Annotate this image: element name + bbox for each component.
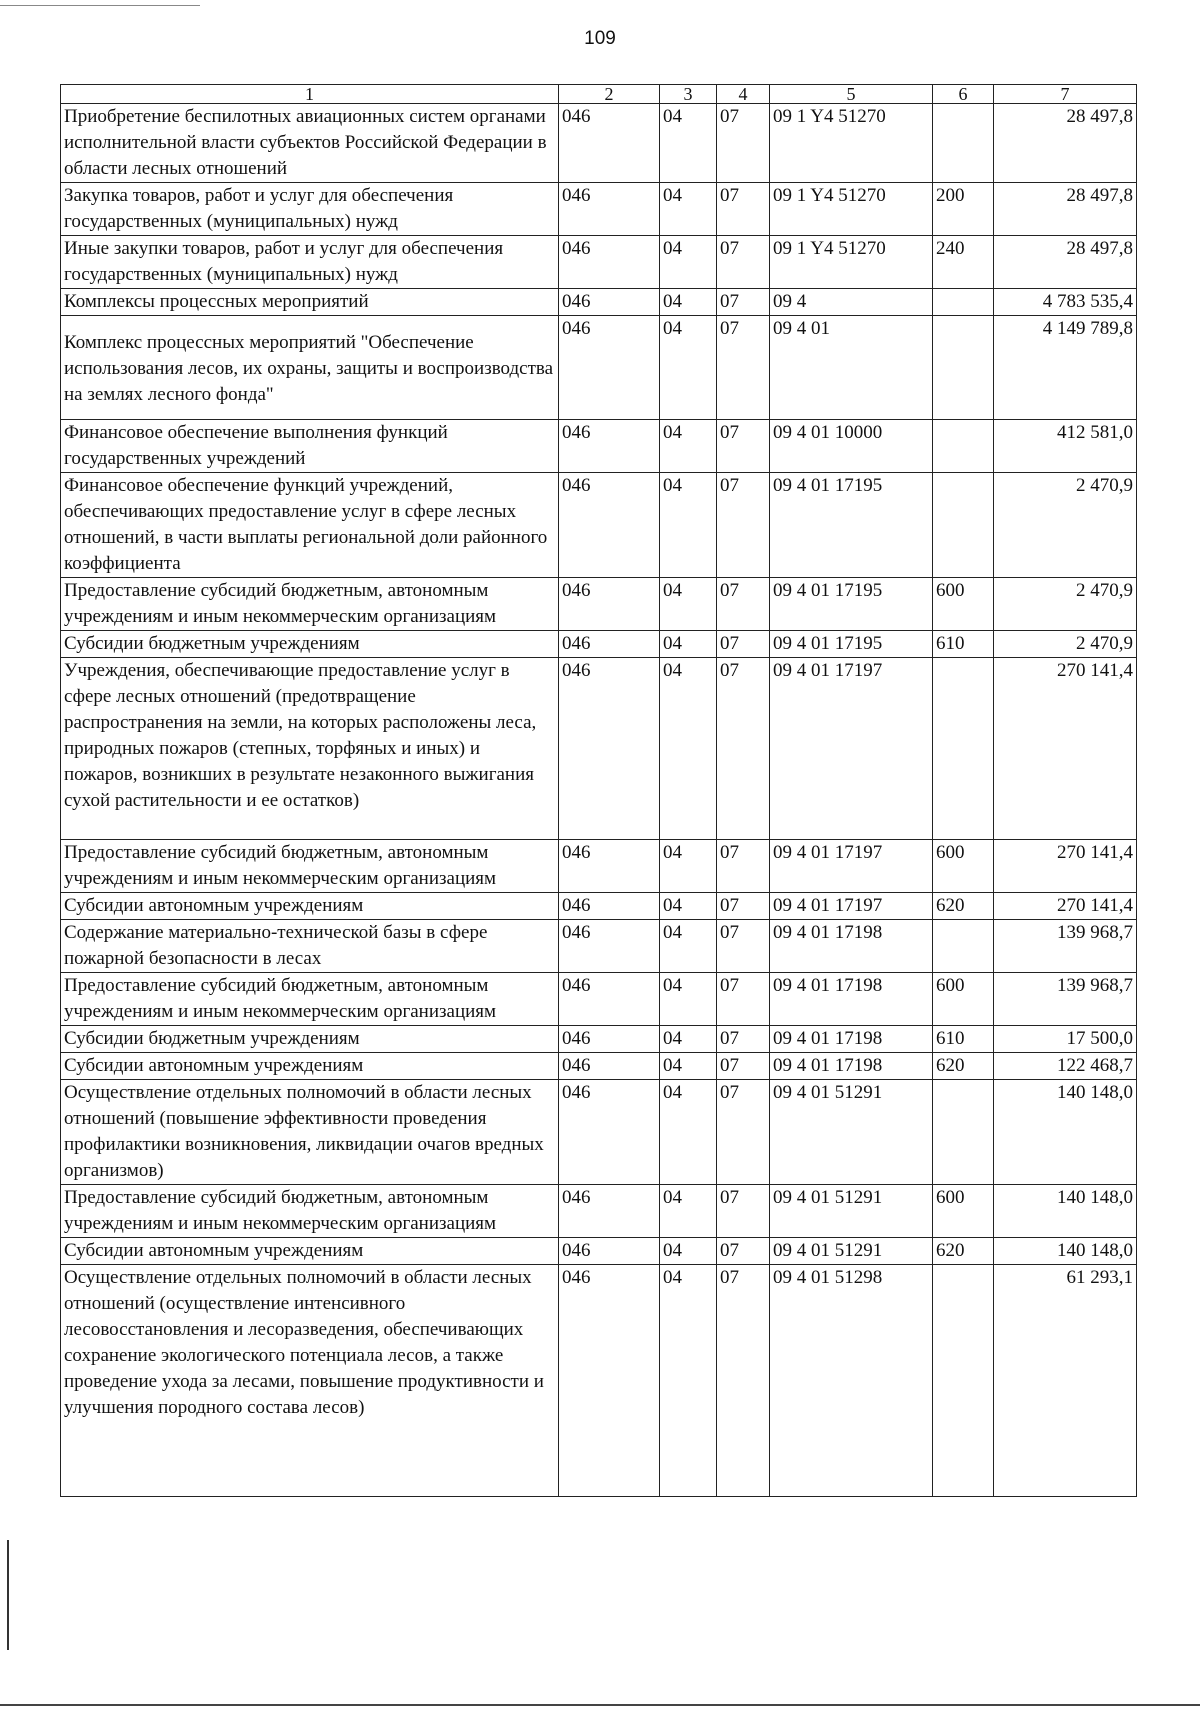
target-article-cell: 09 4 01 10000	[770, 420, 933, 473]
amount-cell: 2 470,9	[994, 473, 1137, 578]
expense-type-cell	[933, 1265, 994, 1497]
section-cell: 04	[660, 1080, 717, 1185]
section-cell: 04	[660, 473, 717, 578]
subsection-cell: 07	[717, 289, 770, 316]
ministry-code-cell: 046	[559, 104, 660, 183]
row-name-cell: Предоставление субсидий бюджетным, автономным учреждениям и иным некоммерческим организациям	[61, 840, 559, 893]
amount-cell: 4 783 535,4	[994, 289, 1137, 316]
subsection-cell: 07	[717, 236, 770, 289]
target-article-cell: 09 4 01 17197	[770, 893, 933, 920]
header-row	[61, 85, 1137, 104]
section-cell: 04	[660, 1026, 717, 1053]
ministry-code-cell: 046	[559, 1265, 660, 1497]
section-cell: 04	[660, 289, 717, 316]
row-name-cell: Субсидии автономным учреждениям	[61, 1238, 559, 1265]
expense-type-cell	[933, 920, 994, 973]
ministry-code-cell: 046	[559, 920, 660, 973]
table-row	[61, 104, 1137, 183]
amount-cell: 4 149 789,8	[994, 316, 1137, 420]
amount-cell: 270 141,4	[994, 893, 1137, 920]
subsection-cell: 07	[717, 420, 770, 473]
row-name-cell: Субсидии автономным учреждениям	[61, 893, 559, 920]
table-row	[61, 236, 1137, 289]
table-row	[61, 420, 1137, 473]
column-header: 4	[717, 85, 770, 104]
budget-table	[60, 84, 1137, 1497]
subsection-cell: 07	[717, 1080, 770, 1185]
expense-type-cell	[933, 316, 994, 420]
table-row	[61, 658, 1137, 840]
amount-cell: 28 497,8	[994, 183, 1137, 236]
expense-type-cell	[933, 104, 994, 183]
amount-cell: 270 141,4	[994, 658, 1137, 840]
section-cell: 04	[660, 1238, 717, 1265]
row-name-cell: Предоставление субсидий бюджетным, автономным учреждениям и иным некоммерческим организациям	[61, 578, 559, 631]
ministry-code-cell: 046	[559, 289, 660, 316]
expense-type-cell: 600	[933, 578, 994, 631]
ministry-code-cell: 046	[559, 316, 660, 420]
section-cell: 04	[660, 840, 717, 893]
expense-type-cell: 620	[933, 893, 994, 920]
table-row	[61, 840, 1137, 893]
target-article-cell: 09 4 01 17198	[770, 973, 933, 1026]
column-header: 7	[994, 85, 1137, 104]
section-cell: 04	[660, 631, 717, 658]
row-name-cell: Предоставление субсидий бюджетным, автономным учреждениям и иным некоммерческим организациям	[61, 973, 559, 1026]
expense-type-cell: 600	[933, 973, 994, 1026]
ministry-code-cell: 046	[559, 578, 660, 631]
ministry-code-cell: 046	[559, 973, 660, 1026]
column-header: 5	[770, 85, 933, 104]
expense-type-cell: 240	[933, 236, 994, 289]
target-article-cell: 09 4 01 51291	[770, 1185, 933, 1238]
table-row	[61, 316, 1137, 420]
section-cell: 04	[660, 316, 717, 420]
subsection-cell: 07	[717, 316, 770, 420]
expense-type-cell: 610	[933, 1026, 994, 1053]
expense-type-cell	[933, 658, 994, 840]
subsection-cell: 07	[717, 1265, 770, 1497]
row-name-cell: Приобретение беспилотных авиационных систем органами исполнительной власти субъектов Российской Федерации в области лесных отношений	[61, 104, 559, 183]
target-article-cell: 09 4 01 51291	[770, 1238, 933, 1265]
subsection-cell: 07	[717, 183, 770, 236]
table-row	[61, 183, 1137, 236]
amount-cell: 140 148,0	[994, 1080, 1137, 1185]
section-cell: 04	[660, 578, 717, 631]
target-article-cell: 09 1 Y4 51270	[770, 104, 933, 183]
table-row	[61, 893, 1137, 920]
expense-type-cell	[933, 289, 994, 316]
target-article-cell: 09 4 01 51291	[770, 1080, 933, 1185]
ministry-code-cell: 046	[559, 1053, 660, 1080]
table-row	[61, 631, 1137, 658]
target-article-cell: 09 1 Y4 51270	[770, 183, 933, 236]
row-name-cell: Финансовое обеспечение функций учреждений, обеспечивающих предоставление услуг в сфере лесных отношений, в части выплаты региональной доли районного коэффициента	[61, 473, 559, 578]
section-cell: 04	[660, 920, 717, 973]
column-header: 2	[559, 85, 660, 104]
table-row	[61, 578, 1137, 631]
row-name-cell: Комплексы процессных мероприятий	[61, 289, 559, 316]
expense-type-cell: 600	[933, 840, 994, 893]
column-header: 1	[61, 85, 559, 104]
ministry-code-cell: 046	[559, 420, 660, 473]
table-row	[61, 473, 1137, 578]
target-article-cell: 09 4 01 17198	[770, 1053, 933, 1080]
subsection-cell: 07	[717, 631, 770, 658]
column-header: 3	[660, 85, 717, 104]
amount-cell: 412 581,0	[994, 420, 1137, 473]
target-article-cell: 09 4 01 17198	[770, 920, 933, 973]
amount-cell: 139 968,7	[994, 920, 1137, 973]
amount-cell: 270 141,4	[994, 840, 1137, 893]
section-cell: 04	[660, 104, 717, 183]
expense-type-cell: 610	[933, 631, 994, 658]
table-row	[61, 1185, 1137, 1238]
section-cell: 04	[660, 973, 717, 1026]
subsection-cell: 07	[717, 1026, 770, 1053]
row-name-cell: Иные закупки товаров, работ и услуг для обеспечения государственных (муниципальных) нужд	[61, 236, 559, 289]
row-name-cell: Предоставление субсидий бюджетным, автономным учреждениям и иным некоммерческим организациям	[61, 1185, 559, 1238]
subsection-cell: 07	[717, 1185, 770, 1238]
section-cell: 04	[660, 658, 717, 840]
subsection-cell: 07	[717, 1053, 770, 1080]
ministry-code-cell: 046	[559, 840, 660, 893]
expense-type-cell	[933, 1080, 994, 1185]
section-cell: 04	[660, 1265, 717, 1497]
ministry-code-cell: 046	[559, 893, 660, 920]
ministry-code-cell: 046	[559, 236, 660, 289]
subsection-cell: 07	[717, 973, 770, 1026]
section-cell: 04	[660, 893, 717, 920]
ministry-code-cell: 046	[559, 658, 660, 840]
expense-type-cell: 200	[933, 183, 994, 236]
ministry-code-cell: 046	[559, 1238, 660, 1265]
target-article-cell: 09 4 01 17195	[770, 578, 933, 631]
target-article-cell: 09 1 Y4 51270	[770, 236, 933, 289]
ministry-code-cell: 046	[559, 183, 660, 236]
expense-type-cell	[933, 420, 994, 473]
row-name-cell: Осуществление отдельных полномочий в области лесных отношений (осуществление интенсивного лесовосстановления и лесоразведения, обеспечивающих сохранение экологического потенциала лесов, а также проведение ухода за лесами, повышение продуктивности и улучшения породного состава лесов)	[61, 1265, 559, 1497]
ministry-code-cell: 046	[559, 1026, 660, 1053]
subsection-cell: 07	[717, 920, 770, 973]
expense-type-cell	[933, 473, 994, 578]
row-name-cell: Закупка товаров, работ и услуг для обеспечения государственных (муниципальных) нужд	[61, 183, 559, 236]
target-article-cell: 09 4 01	[770, 316, 933, 420]
amount-cell: 28 497,8	[994, 236, 1137, 289]
ministry-code-cell: 046	[559, 1185, 660, 1238]
amount-cell: 17 500,0	[994, 1026, 1137, 1053]
amount-cell: 61 293,1	[994, 1265, 1137, 1497]
table-row	[61, 1053, 1137, 1080]
amount-cell: 139 968,7	[994, 973, 1137, 1026]
amount-cell: 140 148,0	[994, 1185, 1137, 1238]
subsection-cell: 07	[717, 893, 770, 920]
row-name-cell: Учреждения, обеспечивающие предоставление услуг в сфере лесных отношений (предотвращение распространения на земли, на которых расположены леса, природных пожаров (степных, торфяных и иных) и пожаров, возникших в результате незаконного выжигания сухой растительности и ее остатков)	[61, 658, 559, 840]
table-row	[61, 289, 1137, 316]
row-name-cell: Содержание материально-технической базы в сфере пожарной безопасности в лесах	[61, 920, 559, 973]
section-cell: 04	[660, 1185, 717, 1238]
row-name-cell: Финансовое обеспечение выполнения функций государственных учреждений	[61, 420, 559, 473]
subsection-cell: 07	[717, 578, 770, 631]
subsection-cell: 07	[717, 104, 770, 183]
scan-margin-line	[7, 1540, 9, 1650]
amount-cell: 140 148,0	[994, 1238, 1137, 1265]
target-article-cell: 09 4 01 17195	[770, 631, 933, 658]
target-article-cell: 09 4 01 17197	[770, 840, 933, 893]
target-article-cell: 09 4	[770, 289, 933, 316]
expense-type-cell: 620	[933, 1238, 994, 1265]
table-row	[61, 1026, 1137, 1053]
table-row	[61, 973, 1137, 1026]
table-row	[61, 1080, 1137, 1185]
scan-bottom-line	[0, 1704, 1200, 1706]
table-row	[61, 920, 1137, 973]
subsection-cell: 07	[717, 658, 770, 840]
subsection-cell: 07	[717, 473, 770, 578]
row-name-cell: Осуществление отдельных полномочий в области лесных отношений (повышение эффективности проведения профилактики возникновения, ликвидации очагов вредных организмов)	[61, 1080, 559, 1185]
section-cell: 04	[660, 420, 717, 473]
ministry-code-cell: 046	[559, 473, 660, 578]
row-name-cell: Субсидии автономным учреждениям	[61, 1053, 559, 1080]
target-article-cell: 09 4 01 51298	[770, 1265, 933, 1497]
section-cell: 04	[660, 1053, 717, 1080]
amount-cell: 2 470,9	[994, 578, 1137, 631]
section-cell: 04	[660, 183, 717, 236]
target-article-cell: 09 4 01 17197	[770, 658, 933, 840]
amount-cell: 122 468,7	[994, 1053, 1137, 1080]
amount-cell: 2 470,9	[994, 631, 1137, 658]
ministry-code-cell: 046	[559, 1080, 660, 1185]
scan-edge-line	[0, 5, 200, 6]
row-name-cell: Субсидии бюджетным учреждениям	[61, 1026, 559, 1053]
table-row	[61, 1238, 1137, 1265]
target-article-cell: 09 4 01 17198	[770, 1026, 933, 1053]
column-header: 6	[933, 85, 994, 104]
row-name-cell: Комплекс процессных мероприятий "Обеспечение использования лесов, их охраны, защиты и воспроизводства на землях лесного фонда"	[61, 316, 559, 420]
page-number: 109	[584, 28, 616, 49]
target-article-cell: 09 4 01 17195	[770, 473, 933, 578]
table-row	[61, 1265, 1137, 1497]
row-name-cell: Субсидии бюджетным учреждениям	[61, 631, 559, 658]
amount-cell: 28 497,8	[994, 104, 1137, 183]
section-cell: 04	[660, 236, 717, 289]
subsection-cell: 07	[717, 1238, 770, 1265]
expense-type-cell: 620	[933, 1053, 994, 1080]
subsection-cell: 07	[717, 840, 770, 893]
ministry-code-cell: 046	[559, 631, 660, 658]
expense-type-cell: 600	[933, 1185, 994, 1238]
